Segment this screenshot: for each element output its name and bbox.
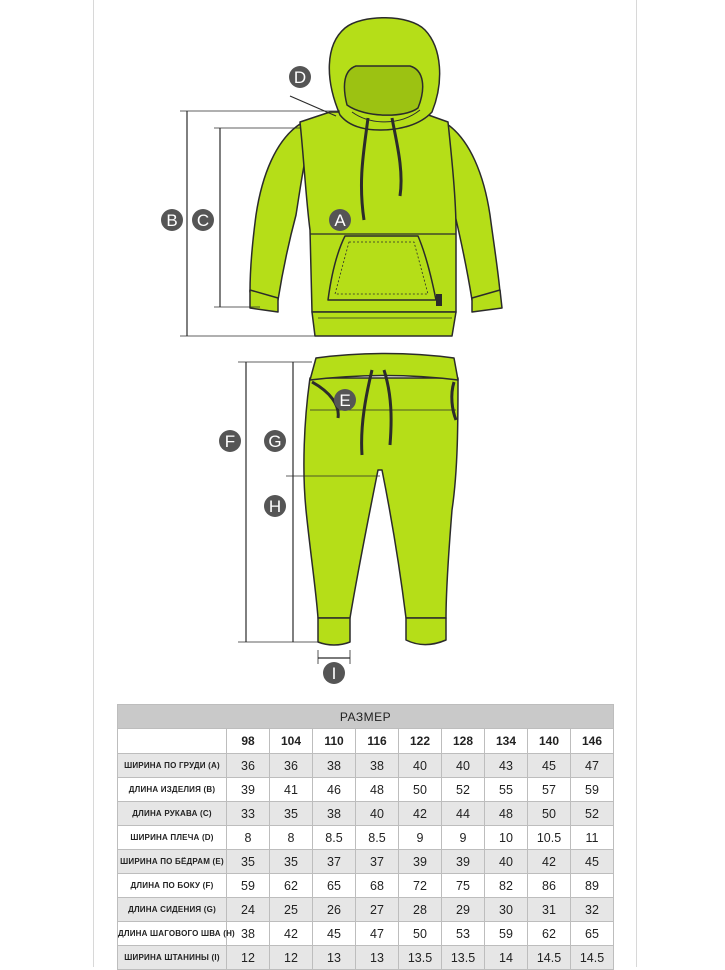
table-cell: 36 bbox=[270, 754, 313, 778]
row-label bbox=[118, 754, 227, 778]
table-cell: 42 bbox=[528, 850, 571, 874]
table-cell: 8.5 bbox=[313, 826, 356, 850]
table-cell: 14.5 bbox=[571, 946, 614, 970]
table-cell: 62 bbox=[270, 874, 313, 898]
row-label bbox=[118, 946, 227, 970]
row-label-text: ШИРИНА ПО БЁДРАМ bbox=[120, 857, 211, 866]
row-label-text: ДЛИНА РУКАВА bbox=[132, 809, 198, 818]
table-cell: 28 bbox=[399, 898, 442, 922]
row-label-code: (D) bbox=[201, 833, 214, 842]
table-cell: 50 bbox=[528, 802, 571, 826]
table-cell: 57 bbox=[528, 778, 571, 802]
table-cell: 30 bbox=[485, 898, 528, 922]
row-label-code: (H) bbox=[223, 929, 235, 938]
size-header-cell: 134 bbox=[485, 729, 528, 754]
size-header-cell: 128 bbox=[442, 729, 485, 754]
marker-C bbox=[192, 209, 214, 231]
marker-F bbox=[219, 430, 241, 452]
row-label-text: ДЛИНА СИДЕНИЯ bbox=[128, 905, 202, 914]
size-header-blank bbox=[118, 729, 227, 754]
table-row bbox=[118, 778, 614, 802]
table-cell: 39 bbox=[227, 778, 270, 802]
row-label-code: (G) bbox=[203, 905, 216, 914]
table-cell: 89 bbox=[571, 874, 614, 898]
marker-A bbox=[329, 209, 351, 231]
table-cell: 26 bbox=[313, 898, 356, 922]
table-cell: 37 bbox=[356, 850, 399, 874]
table-cell: 38 bbox=[227, 922, 270, 946]
table-cell: 13 bbox=[313, 946, 356, 970]
table-cell: 40 bbox=[442, 754, 485, 778]
row-label-text: ШИРИНА ПО ГРУДИ bbox=[124, 761, 206, 770]
table-cell: 52 bbox=[571, 802, 614, 826]
table-row bbox=[118, 850, 614, 874]
row-label-code: (I) bbox=[211, 953, 220, 962]
row-label-code: (A) bbox=[208, 761, 220, 770]
size-header-cell: 116 bbox=[356, 729, 399, 754]
marker-E bbox=[334, 389, 356, 411]
size-header-cell: 98 bbox=[227, 729, 270, 754]
marker-D bbox=[289, 66, 311, 88]
table-cell: 68 bbox=[356, 874, 399, 898]
table-cell: 55 bbox=[485, 778, 528, 802]
table-cell: 13.5 bbox=[442, 946, 485, 970]
table-cell: 40 bbox=[399, 754, 442, 778]
table-cell: 32 bbox=[571, 898, 614, 922]
table-cell: 45 bbox=[571, 850, 614, 874]
row-label-code: (B) bbox=[203, 785, 216, 794]
table-cell: 59 bbox=[571, 778, 614, 802]
hoodie-pocket bbox=[328, 236, 436, 300]
row-label-text: ШИРИНА ШТАНИНЫ bbox=[124, 953, 210, 962]
trousers-illustration bbox=[304, 354, 458, 646]
table-cell: 13 bbox=[356, 946, 399, 970]
table-cell: 8 bbox=[227, 826, 270, 850]
table-cell: 37 bbox=[313, 850, 356, 874]
table-cell: 62 bbox=[528, 922, 571, 946]
table-cell: 35 bbox=[270, 802, 313, 826]
hoodie-hood-opening bbox=[344, 66, 422, 115]
table-cell: 14.5 bbox=[528, 946, 571, 970]
table-row bbox=[118, 754, 614, 778]
marker-C-label: C bbox=[196, 211, 210, 230]
size-table-title: РАЗМЕР bbox=[118, 705, 614, 729]
table-cell: 47 bbox=[571, 754, 614, 778]
row-label-text: ДЛИНА ИЗДЕЛИЯ bbox=[128, 785, 202, 794]
marker-B bbox=[161, 209, 183, 231]
trousers-waistband bbox=[310, 354, 458, 381]
table-cell: 25 bbox=[270, 898, 313, 922]
table-cell: 50 bbox=[399, 922, 442, 946]
row-label bbox=[118, 922, 235, 946]
table-cell: 52 bbox=[442, 778, 485, 802]
table-cell: 46 bbox=[313, 778, 356, 802]
size-header-cell: 104 bbox=[270, 729, 313, 754]
table-cell: 45 bbox=[528, 754, 571, 778]
row-label bbox=[118, 874, 227, 898]
table-row bbox=[118, 874, 614, 898]
table-cell: 11 bbox=[571, 826, 614, 850]
hoodie-illustration bbox=[250, 18, 502, 336]
table-cell: 41 bbox=[270, 778, 313, 802]
table-cell: 35 bbox=[227, 850, 270, 874]
row-label-text: ШИРИНА ПЛЕЧА bbox=[130, 833, 200, 842]
marker-B-label: B bbox=[166, 211, 178, 230]
table-cell: 65 bbox=[313, 874, 356, 898]
table-row bbox=[118, 802, 614, 826]
table-cell: 65 bbox=[571, 922, 614, 946]
row-label bbox=[118, 802, 227, 826]
marker-E-label: E bbox=[339, 391, 351, 410]
table-row bbox=[118, 946, 614, 970]
marker-H bbox=[264, 495, 286, 517]
table-cell: 43 bbox=[485, 754, 528, 778]
hoodie-left-sleeve bbox=[250, 124, 310, 300]
table-row bbox=[118, 826, 614, 850]
table-cell: 42 bbox=[399, 802, 442, 826]
table-cell: 59 bbox=[485, 922, 528, 946]
table-cell: 29 bbox=[442, 898, 485, 922]
size-header-cell: 140 bbox=[528, 729, 571, 754]
table-cell: 75 bbox=[442, 874, 485, 898]
table-cell: 86 bbox=[528, 874, 571, 898]
table-row bbox=[118, 922, 614, 946]
size-table bbox=[117, 704, 614, 970]
row-label bbox=[118, 898, 227, 922]
size-header-cell: 122 bbox=[399, 729, 442, 754]
row-label-code: (F) bbox=[202, 881, 214, 890]
table-cell: 14 bbox=[485, 946, 528, 970]
table-cell: 40 bbox=[356, 802, 399, 826]
marker-I-label: I bbox=[331, 664, 337, 683]
table-cell: 33 bbox=[227, 802, 270, 826]
marker-G-label: G bbox=[268, 432, 282, 451]
table-cell: 10 bbox=[485, 826, 528, 850]
trousers-right-cuff bbox=[406, 618, 446, 645]
trousers-left-cuff bbox=[318, 618, 350, 645]
marker-I bbox=[323, 662, 345, 684]
table-cell: 47 bbox=[356, 922, 399, 946]
table-cell: 45 bbox=[313, 922, 356, 946]
table-cell: 42 bbox=[270, 922, 313, 946]
table-cell: 48 bbox=[485, 802, 528, 826]
table-cell: 8 bbox=[270, 826, 313, 850]
table-cell: 39 bbox=[399, 850, 442, 874]
size-header-cell: 146 bbox=[571, 729, 614, 754]
table-cell: 44 bbox=[442, 802, 485, 826]
table-cell: 50 bbox=[399, 778, 442, 802]
hoodie-waistband bbox=[312, 312, 456, 336]
table-cell: 8.5 bbox=[356, 826, 399, 850]
table-cell: 39 bbox=[442, 850, 485, 874]
marker-A-label: A bbox=[334, 211, 346, 230]
row-label bbox=[118, 826, 227, 850]
row-label-text: ДЛИНА ПО БОКУ bbox=[130, 881, 201, 890]
table-cell: 12 bbox=[227, 946, 270, 970]
row-label bbox=[118, 850, 227, 874]
row-label-code: (E) bbox=[212, 857, 224, 866]
trousers-body bbox=[304, 378, 458, 618]
table-cell: 38 bbox=[356, 754, 399, 778]
table-row bbox=[118, 898, 614, 922]
table-cell: 36 bbox=[227, 754, 270, 778]
table-cell: 38 bbox=[313, 802, 356, 826]
row-label bbox=[118, 778, 227, 802]
marker-G bbox=[264, 430, 286, 452]
table-cell: 48 bbox=[356, 778, 399, 802]
table-cell: 13.5 bbox=[399, 946, 442, 970]
table-cell: 9 bbox=[442, 826, 485, 850]
table-cell: 59 bbox=[227, 874, 270, 898]
marker-H-label: H bbox=[268, 497, 282, 516]
table-cell: 82 bbox=[485, 874, 528, 898]
table-cell: 24 bbox=[227, 898, 270, 922]
table-cell: 31 bbox=[528, 898, 571, 922]
table-cell: 9 bbox=[399, 826, 442, 850]
table-cell: 40 bbox=[485, 850, 528, 874]
table-cell: 10.5 bbox=[528, 826, 571, 850]
table-cell: 72 bbox=[399, 874, 442, 898]
marker-F-label: F bbox=[224, 432, 236, 451]
size-header-cell: 110 bbox=[313, 729, 356, 754]
row-label-code: (C) bbox=[199, 809, 212, 818]
marker-D-label: D bbox=[293, 68, 307, 87]
table-cell: 12 bbox=[270, 946, 313, 970]
table-cell: 38 bbox=[313, 754, 356, 778]
table-cell: 53 bbox=[442, 922, 485, 946]
row-label-text: ДЛИНА ШАГОВОГО ШВА bbox=[118, 929, 221, 938]
table-cell: 35 bbox=[270, 850, 313, 874]
table-cell: 27 bbox=[356, 898, 399, 922]
